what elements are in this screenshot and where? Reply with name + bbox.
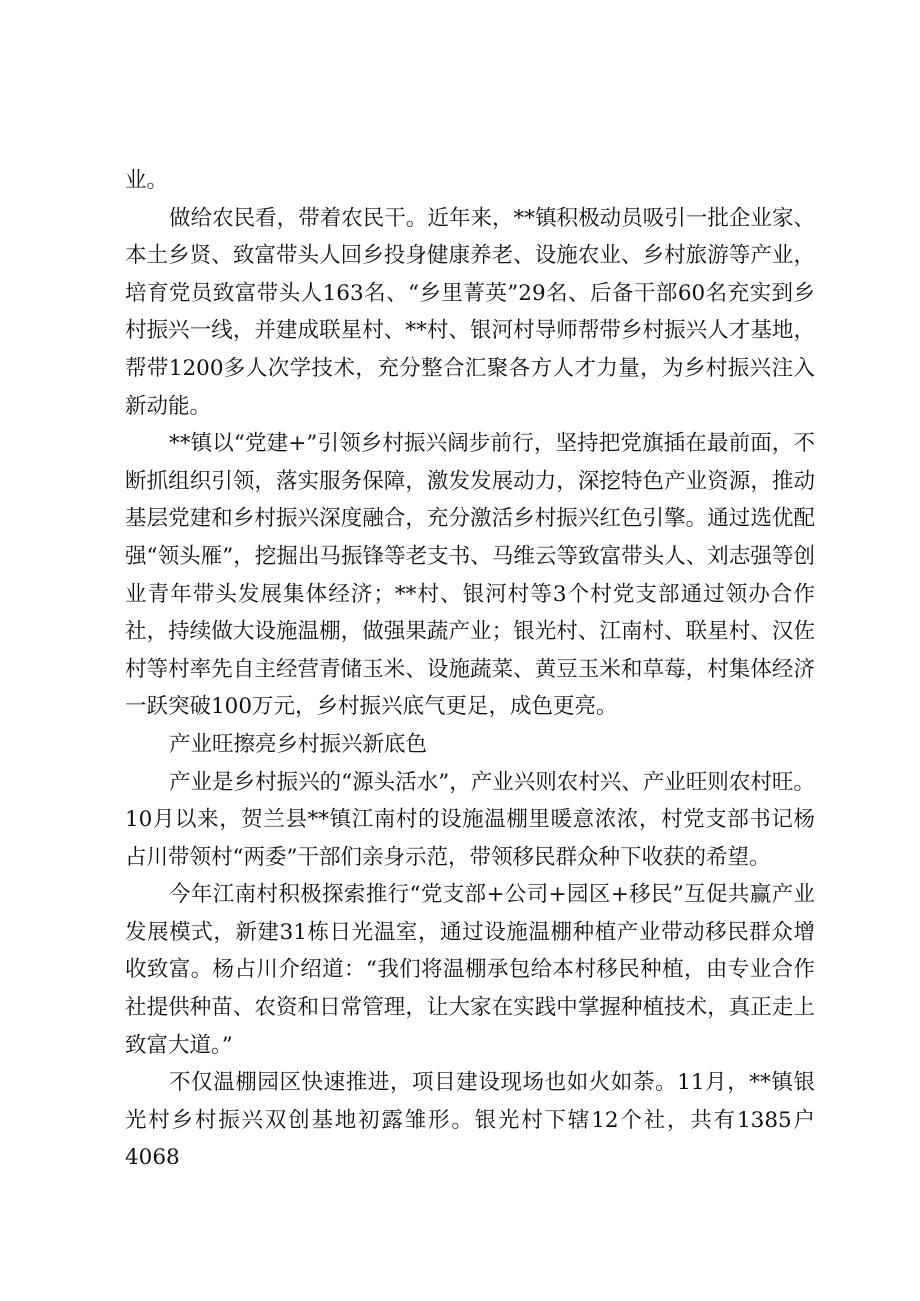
paragraph-party-building: **镇以“党建+”引领乡村振兴阔步前行，坚持把党旗插在最前面，不断抓组织引领，落实服务保障，激发发展动力，深挖特色产业资源，推动基层党建和乡村振兴深度融合，充分激活乡村振兴红色引擎。通过选优配强“领头雁”，挖掘出马振锋等老支书、马维云等致富带头人、刘志强等创业青年带头发展集体经济；**村、银河村等3个村党支部通过领办合作社，持续做大设施温棚，做强果蔬产业；银光村、江南村、联星村、汉佐村等村率先自主经营青储玉米、设施蔬菜、黄豆玉米和草莓，村集体经济一跃突破100万元，乡村振兴底气更足，成色更亮。 bbox=[125, 431, 815, 720]
document-body bbox=[125, 162, 815, 1177]
paragraph-jiangnan-village: 今年江南村积极探索推行“党支部+公司+园区+移民”互促共赢产业发展模式，新建31栋日光温室，通过设施温棚种植产业带动移民群众增收致富。杨占川介绍道：“我们将温棚承包给本村移民种植，由专业合作社提供种苗、农资和日常管理，让大家在实践中掌握种植技术，真正走上致富大道。” bbox=[125, 882, 815, 1058]
paragraph-yinguang-village: 不仅温棚园区快速推进，项目建设现场也如火如荼。11月，**镇银光村乡村振兴双创基地初露雏形。银光村下辖12个社，共有1385户4068 bbox=[125, 1070, 815, 1171]
paragraph-talent: 做给农民看，带着农民干。近年来，**镇积极动员吸引一批企业家、本土乡贤、致富带头人回乡投身健康养老、设施农业、乡村旅游等产业，培育党员致富带头人163名、“乡里菁英”29名、后备干部60名充实到乡村振兴一线，并建成联星村、**村、银河村导师帮带乡村振兴人才基地，帮带1200多人次学技术，充分整合汇聚各方人才力量，为乡村振兴注入新动能。 bbox=[125, 205, 815, 419]
section-heading: 产业旺擦亮乡村振兴新底色 bbox=[169, 731, 428, 757]
paragraph-continuation: 业。 bbox=[125, 168, 169, 193]
paragraph-industry: 产业是乡村振兴的“源头活水”，产业兴则农村兴、产业旺则农村旺。10月以来，贺兰县**镇江南村的设施温棚里暖意浓浓，村党支部书记杨占川带领村“两委”干部们亲身示范，带领移民群众种下收获的希望。 bbox=[125, 769, 815, 870]
